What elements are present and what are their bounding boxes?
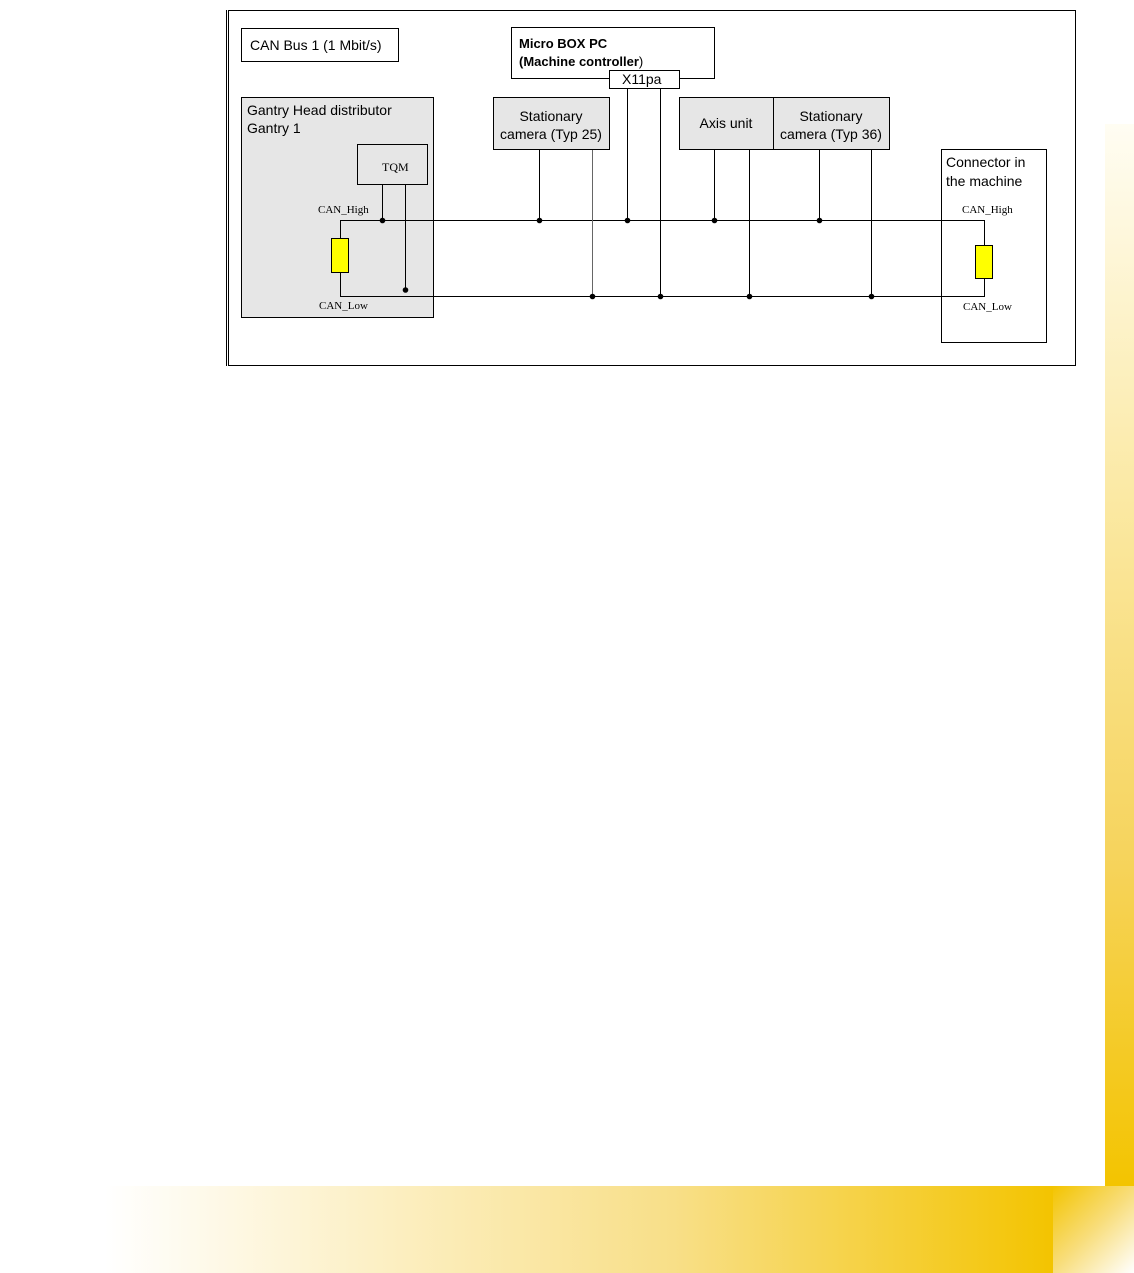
gantry-terminator-resistor xyxy=(332,239,349,273)
camera-typ25-line2: camera (Typ 25) xyxy=(500,126,602,142)
svg-text:(Machine controller) xyxy=(519,54,643,69)
bus-title: CAN Bus 1 (1 Mbit/s) xyxy=(250,37,382,53)
micro-box-pc-line2: (Machine controller xyxy=(519,54,639,69)
gantry-title-line1: Gantry Head distributor xyxy=(247,102,392,118)
connector-line2: the machine xyxy=(946,173,1023,189)
x11pa-port-label: X11pa xyxy=(622,71,662,87)
gantry-can-low-label: CAN_Low xyxy=(319,300,368,312)
connector-can-low-label: CAN_Low xyxy=(963,301,1012,313)
micro-box-pc-line2-close: ) xyxy=(638,54,644,69)
connector-line1: Connector in xyxy=(946,154,1026,170)
axis-unit-label: Axis unit xyxy=(699,115,753,131)
camera-typ36-line2: camera (Typ 36) xyxy=(780,126,882,142)
tqm-label: TQM xyxy=(382,160,409,174)
connector-terminator-resistor xyxy=(976,246,993,279)
gantry-can-high-label: CAN_High xyxy=(318,204,369,216)
gantry-title-line2: Gantry 1 xyxy=(247,120,301,136)
camera-typ25-line1: Stationary xyxy=(519,108,583,124)
camera-typ36-line1: Stationary xyxy=(799,108,863,124)
micro-box-pc-line1: Micro BOX PC xyxy=(519,36,608,51)
connector-can-high-label: CAN_High xyxy=(962,204,1013,216)
